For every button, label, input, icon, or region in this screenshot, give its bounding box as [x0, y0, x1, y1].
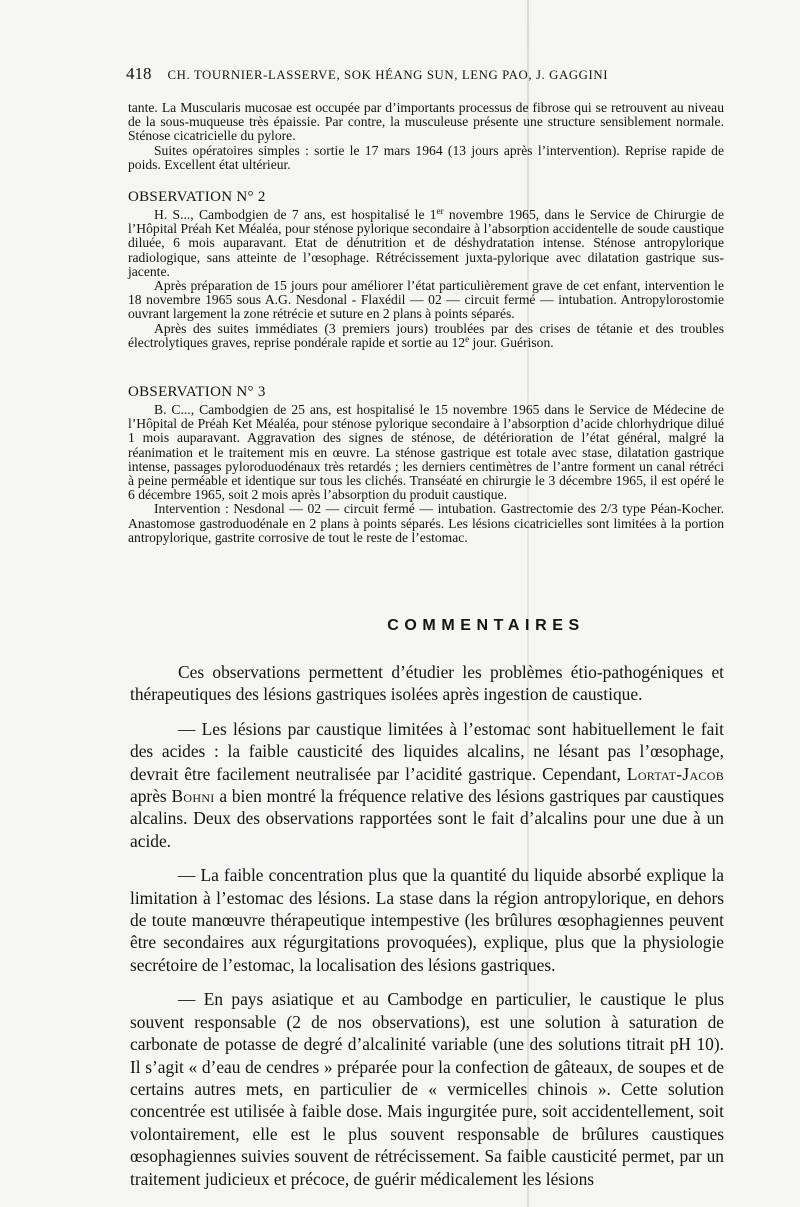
observation-2-paragraph-3: [128, 322, 724, 350]
commentaires-body: [130, 661, 724, 1190]
running-head: [126, 64, 724, 84]
author-line: CH. TOURNIER-LASSERVE, SOK HÉANG SUN, LENG PAO, J. GAGGINI: [167, 68, 609, 82]
commentary-paragraph-4: — En pays asiatique et au Cambodge en particulier, le caustique le plus souvent responsable (2 de nos observations), est une solution à saturation de carbonate de potasse de degré d’alcalinité variable (une des solutions titrait pH 10). Il s’agit « d’eau de cendres » préparée pour la confection de gâteaux, de soupes et de certains autres mets, en particulier de « vermicelles chinois ». Cette solution concentrée est utilisée à faible dose. Mais ingurgitée pure, soit accidentellement, soit volontairement, elle est le plus souvent responsable de brûlures caustiques œsophagiennes suivies souvent de rétrécissement. Sa faible causticité permet, par un traitement judicieux et précoce, de guérir médicalement les lésions: [130, 989, 724, 1189]
commentary-paragraph-3: — La faible concentration plus que la quantité du liquide absorbé explique la limitation à l’estomac des lésions. La stase dans la région antropylorique, en dehors de toute manœuvre thérapeutique intempestive (les brûlures œsophagiennes peuvent être secondaires aux régurgitations provoquées), explique, plus que la physiologie secrétoire de l’estomac, la localisation des lésions gastriques.: [130, 865, 724, 975]
continuation-paragraph: tante. La Muscularis mucosae est occupée par d’importants processus de fibrose qui se retrouvent au niveau de la sous-muqueuse très épaissie. Par contre, la musculeuse présente une structure sensiblement normale. Sténose cicatricielle du pylore.: [128, 100, 724, 144]
text-run: après: [130, 786, 172, 807]
observation-2-paragraph-2: Après préparation de 15 jours pour améliorer l’état particulièrement grave de cet enfant, intervention le 18 novembre 1965 sous A.G. Nesdonal - Flaxédil — 02 — circuit fermé — intubation. Antropylorostomie ouvrant largement la zone rétrécie et suture en 2 plans à points séparés.: [128, 278, 724, 322]
superscript: e: [465, 333, 470, 344]
observation-3-heading: OBSERVATION N° 3: [128, 384, 266, 400]
text-run: jour. Guérison.: [469, 334, 554, 350]
observation-3-paragraph-1: B. C..., Cambodgien de 25 ans, est hospitalisé le 15 novembre 1965 dans le Service de Médecine de l’Hôpital de Préah Ket Méaléa, pour sténose pylorique secondaire à l’absorption d’acide chlorhydrique dilué 1 mois auparavant. Aggravation des signes de sténose, de détérioration de l’état général, malgré la réanimation et le traitement mis en œuvre. La sténose gastrique est totale avec stase, dilatation gastrique intense, passages pyloroduodénaux très retardés ; les derniers centimètres de l’antre forment un canal rétréci à peine perméable et identique sur tous les clichés. Transéaté en chirurgie le 3 décembre 1965, il est opéré le 6 décembre 1965, soit 2 mois après l’absorption du produit caustique.: [128, 402, 724, 503]
observation-2-paragraph-1: [128, 208, 724, 279]
text-run: Après des suites immédiates (3 premiers jours) troublées par des crises de tétanie et des troubles électrolytiques graves, reprise pondérale rapide et sortie au 12: [128, 320, 724, 350]
author-name: Lortat-Jacob: [626, 763, 724, 784]
text-run: novembre 1965, dans le Service de Chirurgie de l’Hôpital Préah Ket Méaléa, pour sténose pylorique secondaire à l’absorption accidentelle de soude caustique diluée, 6 mois auparavant. Etat de dénutrition et de déshydratation intense. Sténose antropylorique radiologique, sans atteinte de l’œsophage. Rétrécissement juxta-pylorique avec dilatation gastrique sus-jacente.: [128, 207, 724, 279]
observation-3-paragraph-2: Intervention : Nesdonal — 02 — circuit fermé — intubation. Gastrectomie des 2/3 type Péan-Kocher. Anastomose gastroduodénale en 2 plans à points séparés. Les lésions cicatricielles sont limitées à la portion antropylorique, gastrite corrosive de tout le reste de l’estomac.: [128, 501, 724, 545]
observation-3: [128, 403, 724, 545]
commentary-paragraph-2: [130, 718, 724, 852]
author-name: Bohni: [171, 786, 215, 807]
observation-2-heading: OBSERVATION N° 2: [128, 189, 266, 205]
text-run: — Les lésions par caustique limitées à l’estomac sont habituellement le fait des acides : la faible causticité des liquides alcalins, ne lésant pas l’œsophage, devrait être facilement neutralisée par l’acidité gastrique. Cependant,: [130, 718, 724, 784]
observation-2: [128, 208, 724, 350]
superscript: er: [436, 206, 444, 216]
commentary-paragraph-1: Ces observations permettent d’étudier les problèmes étio-pathogéniques et thérapeutiques des lésions gastriques isolées après ingestion de caustique.: [130, 662, 724, 705]
postoperative-paragraph: Suites opératoires simples : sortie le 17 mars 1964 (13 jours après l’intervention). Reprise rapide de poids. Excellent état ultérieur.: [128, 142, 724, 172]
text-run: a bien montré la fréquence relative des lésions gastriques par caustiques alcalins. Deux des observations rapportées sont le fait d’alcalins pour une due à un acide.: [130, 786, 724, 851]
page-number: 418: [126, 64, 152, 83]
text-run: H. S..., Cambodgien de 7 ans, est hospitalisé le 1: [154, 207, 437, 222]
section-title: COMMENTAIRES: [387, 617, 585, 634]
previous-observation-end: [128, 101, 724, 172]
